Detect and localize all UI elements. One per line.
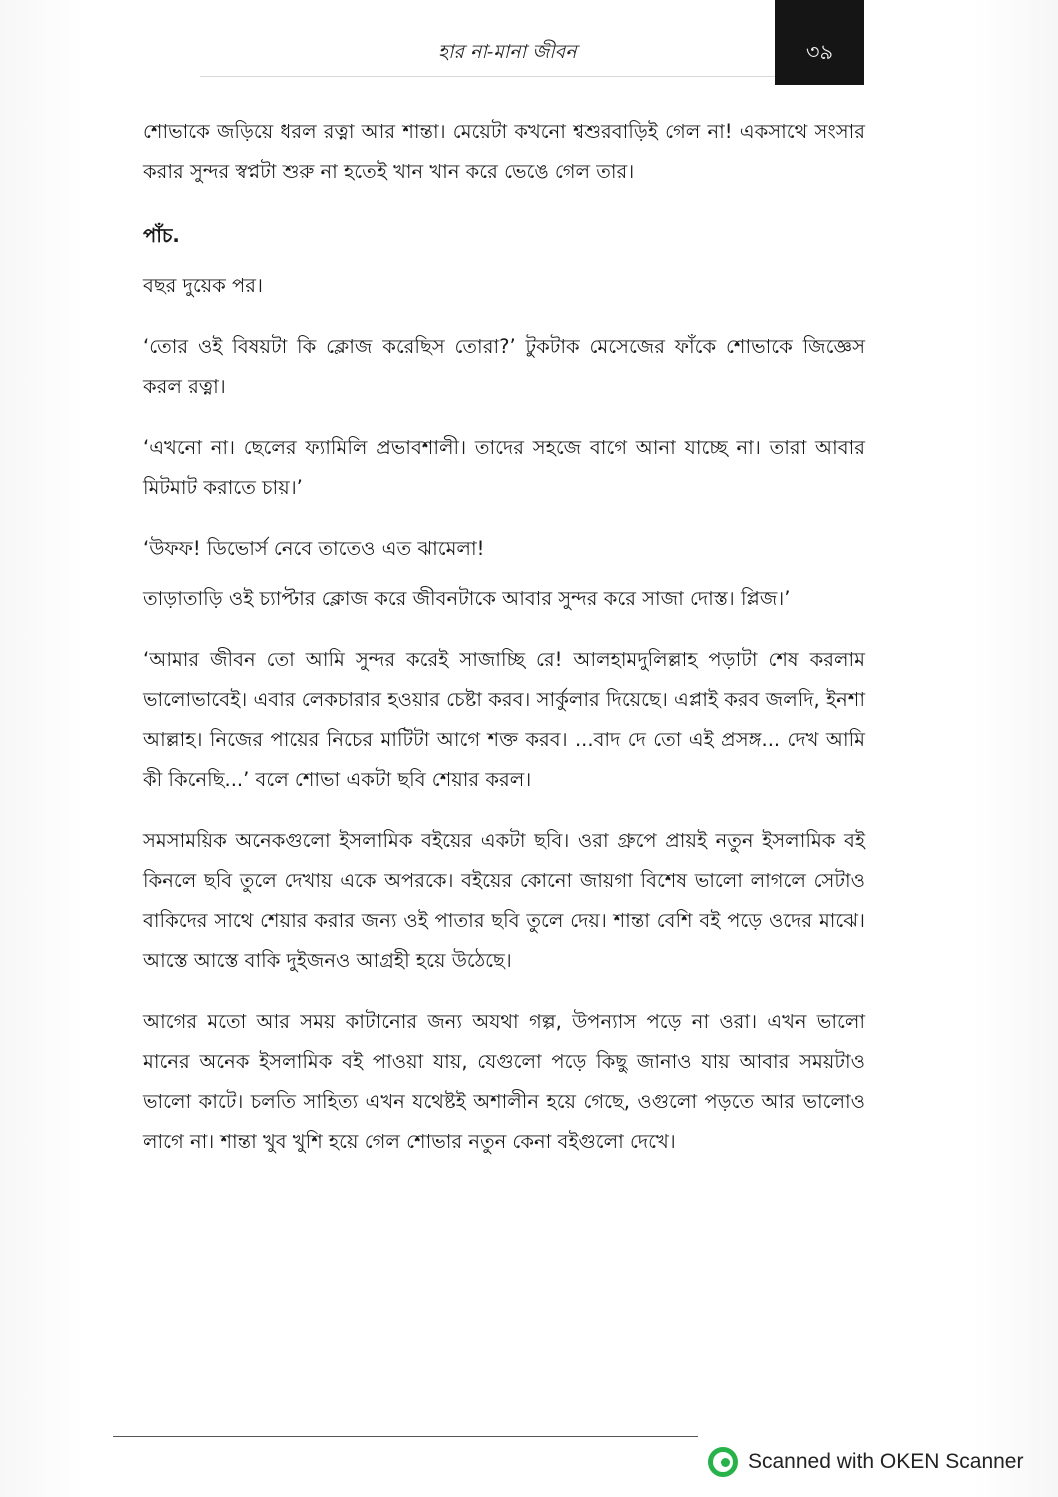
- paragraph: সমসাময়িক অনেকগুলো ইসলামিক বইয়ের একটা ছবি। ওরা গ্রুপে প্রায়ই নতুন ইসলামিক বই কিনলে ছবি তুলে দেখায় একে অপরকে। বইয়ের কোনো জায়গা বিশেষ ভালো লাগলে সেটাও বাকিদের সাথে শেয়ার করার জন্য ওই পাতার ছবি তুলে দেয়। শান্তা বেশি বই পড়ে ওদের মাঝে। আস্তে আস্তে বাকি দুইজনও আগ্রহী হয়ে উঠেছে।: [143, 829, 865, 972]
- paragraph: আগের মতো আর সময় কাটানোর জন্য অযথা গল্প, উপন্যাস পড়ে না ওরা। এখন ভালো মানের অনেক ইসলামিক বই পাওয়া যায়, যেগুলো পড়ে কিছু জানাও যায় আবার সময়টাও ভালো কাটে। চলতি সাহিত্য এখন যথেষ্টই অশালীন হয়ে গেছে, ওগুলো পড়তে আর ভালোও লাগে না। শান্তা খুব খুশি হয়ে গেল শোভার নতুন কেনা বইগুলো দেখে।: [143, 1010, 865, 1153]
- paragraph: ‘তোর ওই বিষয়টা কি ক্লোজ করেছিস তোরা?’ টুকটাক মেসেজের ফাঁকে শোভাকে জিজ্ঞেস করল রত্না।: [143, 335, 865, 398]
- scanner-label: Scanned with OKEN Scanner: [748, 1450, 1024, 1473]
- paragraph: শোভাকে জড়িয়ে ধরল রত্না আর শান্তা। মেয়েটা কখনো শ্বশুরবাড়িই গেল না! একসাথে সংসার করার সুন্দর স্বপ্নটা শুরু না হতেই খান খান করে ভেঙে গেল তার।: [143, 120, 865, 183]
- footer-rule: [113, 1436, 698, 1437]
- oken-scanner-logo-icon: [708, 1447, 738, 1477]
- paragraph: তাড়াতাড়ি ওই চ্যাপ্টার ক্লোজ করে জীবনটাকে আবার সুন্দর করে সাজা দোস্ত। প্লিজ।’: [143, 587, 791, 610]
- paragraph: বছর দুয়েক পর।: [143, 274, 263, 297]
- paragraph: ‘উফফ! ডিভোর্স নেবে তাতেও এত ঝামেলা!: [143, 537, 485, 560]
- page-body: [143, 112, 865, 1162]
- running-title: হার না-মানা জীবন: [438, 41, 577, 63]
- page-number: ৩৯: [775, 0, 864, 85]
- section-heading: পাঁচ.: [143, 224, 180, 247]
- paragraph: ‘এখনো না। ছেলের ফ্যামিলি প্রভাবশালী। তাদের সহজে বাগে আনা যাচ্ছে না। তারা আবার মিটমাট করাতে চায়।’: [143, 436, 865, 499]
- scanner-watermark: [708, 1440, 1023, 1484]
- paragraph: ‘আমার জীবন তো আমি সুন্দর করেই সাজাচ্ছি রে! আলহামদুলিল্লাহ পড়াটা শেষ করলাম ভালোভাবেই। এবার লেকচারার হওয়ার চেষ্টা করব। সার্কুলার দিয়েছে। এপ্লাই করব জলদি, ইনশা আল্লাহ। নিজের পায়ের নিচের মাটিটা আগে শক্ত করব। ...বাদ দে তো এই প্রসঙ্গ... দেখ আমি কী কিনেছি...’ বলে শোভা একটা ছবি শেয়ার করল।: [143, 648, 865, 791]
